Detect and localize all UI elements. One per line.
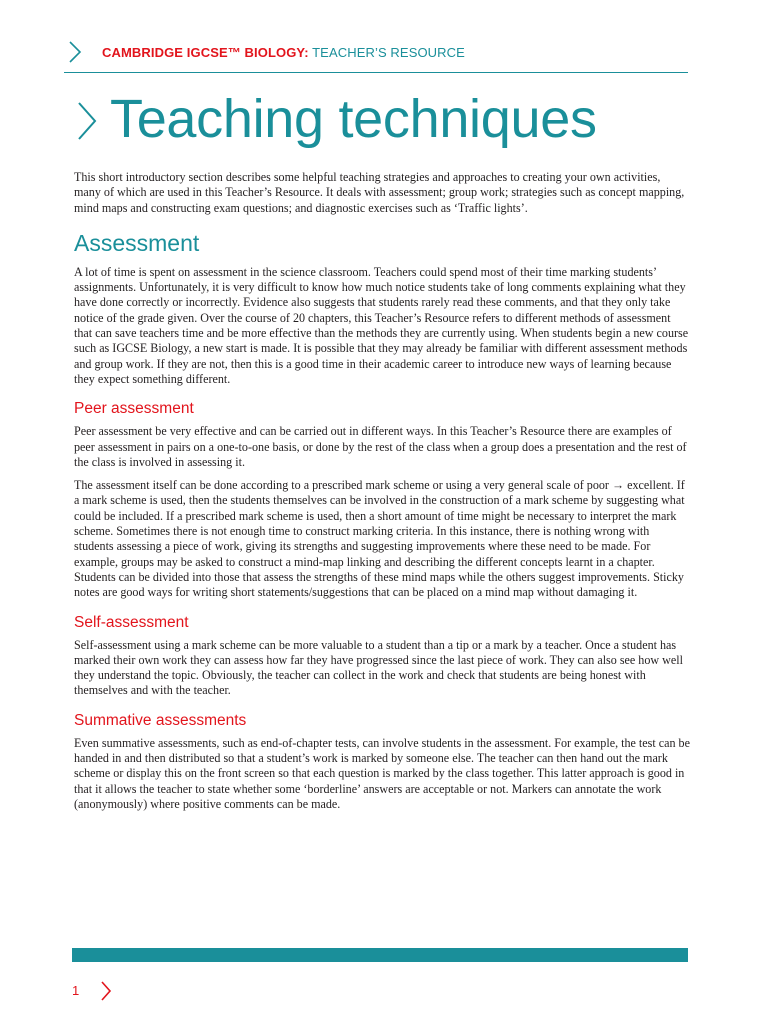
footer-bar (72, 948, 688, 962)
main-content (74, 170, 690, 820)
header-title (102, 45, 465, 60)
header-resource: TEACHER’S RESOURCE (312, 45, 465, 60)
page-number: 1 (72, 983, 80, 998)
peer-paragraph-2: The assessment itself can be done according to a prescribed mark scheme or using a very general scale of poor → excellent. If a mark scheme is used, then the students themselves can be involved in the construction of a mark scheme by suggesting what could be included. If a prescribed mark scheme is used, then a short amount of time might be necessary to interpret the mark scheme. Sometimes there is not enough time to construct marking criteria. In this instance, there is nothing wrong with students assessing a piece of work, giving its strengths and suggesting improvements where these need to be made. For example, groups may be asked to construct a mind-map linking and describing the different concepts learnt in a chapter. Students can be divided into those that assess the strengths of these mind maps while the others suggest improvements. Sticky notes are good ways for writing short statements/suggestions that can be placed on a mind map without damaging it. (74, 478, 685, 600)
page-title: Teaching techniques (110, 89, 597, 149)
subheading-self-assessment: Self-assessment (74, 613, 189, 631)
summative-paragraph: Even summative assessments, such as end-of-chapter tests, can involve students in the assessment. For example, the test can be handed in and then distributed so that a student’s work is marked by someone else. The teacher can then hand out the mark scheme or display this on the front screen so that each question is marked by the class together. This latter approach is good in that it allows the teacher to state whether some ‘borderline’ answers are acceptable or not. Markers can annotate the work (anonymously) where positive comments can be made. (74, 735, 690, 811)
chevron-right-icon (68, 40, 82, 64)
self-paragraph: Self-assessment using a mark scheme can be more valuable to a student than a tip or a mark by a teacher. Once a student has marked their own work they can assess how far they have progressed since the last piece of work. They can also see how well they understand the topic. Obviously, the teacher can collect in the work and check that students are being honest with themselves and with the teacher. (74, 637, 683, 698)
section-heading-assessment: Assessment (74, 229, 200, 256)
subheading-peer-assessment: Peer assessment (74, 400, 194, 418)
assessment-paragraph: A lot of time is spent on assessment in the science classroom. Teachers could spend most of their time marking students’ assignments. Unfortunately, it is very difficult to know how much notice students take of long comments explaining what they have done correctly or incorrectly. Evidence also suggests that students rarely read these comments, and that they only take notice of the grade given. Over the course of 20 chapters, this Teacher’s Resource refers to different methods of assessment that can save teachers time and be more effective than the methods they are currently using. When students begin a new course such as IGCSE Biology, a new start is made. It is possible that they may already be familiar with different assessment methods and group work. If they are not, then this is a good time in their academic career to introduce new ways of learning because they expect something different. (74, 264, 689, 386)
subheading-summative-assessments: Summative assessments (74, 711, 247, 729)
header-series: CAMBRIDGE IGCSE™ BIOLOGY: (102, 45, 309, 60)
chevron-right-icon (100, 980, 112, 1002)
running-header (64, 40, 688, 73)
chevron-right-icon (76, 100, 98, 142)
intro-paragraph: This short introductory section describes some helpful teaching strategies and approaches to creating your own activities, many of which are used in this Teacher’s Resource. It deals with assessment; group work; strategies such as concept mapping, mind maps and constructing exam questions; and diagnostic exercises such as ‘Traffic lights’. (74, 170, 685, 215)
peer-paragraph-1: Peer assessment be very effective and can be carried out in different ways. In this Teacher’s Resource there are examples of peer assessment in pairs on a one-to-one basis, or done by the rest of the class when a group does a presentation and the rest of the class is involved in assessing it. (74, 424, 687, 469)
